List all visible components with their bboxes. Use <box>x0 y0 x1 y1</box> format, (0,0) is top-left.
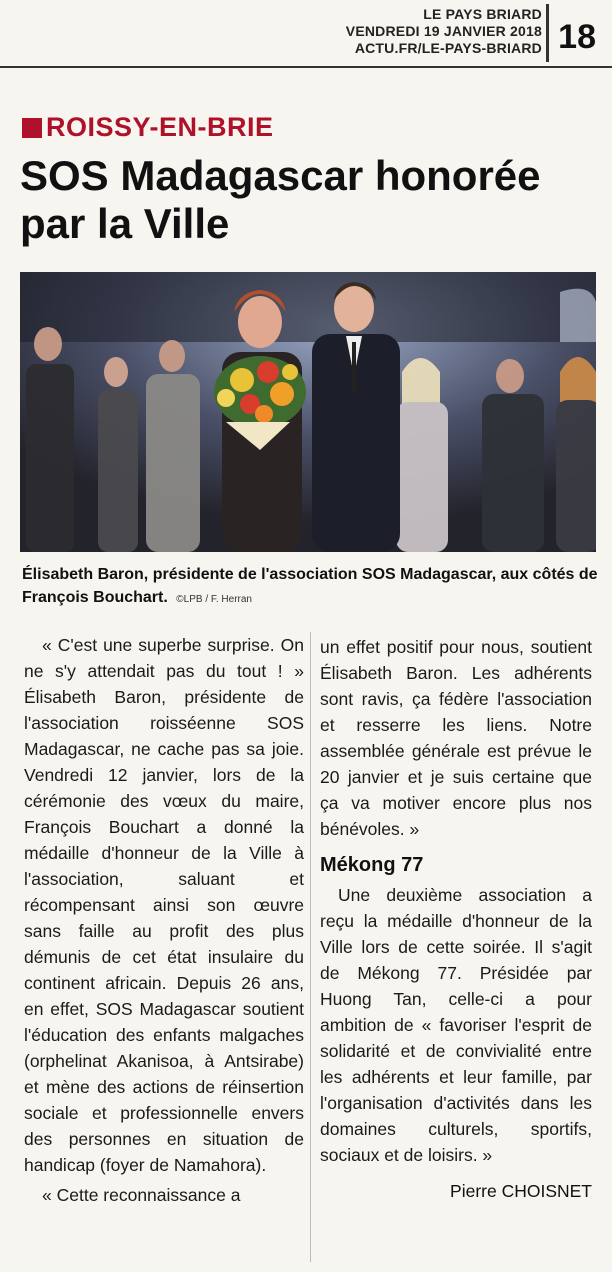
article-paragraph-2-start: « Cette reconnaissance a <box>42 1185 241 1205</box>
header-divider <box>546 4 549 62</box>
article-column-left <box>24 632 304 1208</box>
subheading: Mékong 77 <box>320 854 424 876</box>
kicker-label: ROISSY-EN-BRIE <box>46 112 274 142</box>
author-signature: Pierre CHOISNET <box>450 1181 592 1201</box>
ceremony-photo-illustration <box>20 272 596 552</box>
section-kicker <box>22 112 274 143</box>
photo-credit: ©LPB / F. Herran <box>176 594 252 605</box>
kicker-square-icon <box>22 118 42 138</box>
masthead <box>346 6 542 57</box>
article-paragraph-1: « C'est une superbe surprise. On ne s'y attendait pas du tout ! » Élisabeth Baron, présidente de l'association roisséenne SOS Madagascar, ne cache pas sa joie. Vendredi 12 janvier, lors de la cérémonie des vœux du maire, François Bouchart a donné la médaille d'honneur de la Ville à l'association, saluant et récompensant ainsi son œuvre sans faille au profit des plus démunis de cet état insulaire du continent africain. Depuis 26 ans, en effet, SOS Madagascar soutient l'éducation des enfants malgaches (orphelinat Akanisoa, à Antsirabe) et mène des actions de réinsertion sociale et professionnelle envers des personnes en situation de handicap (foyer de Namahora). <box>24 635 304 1175</box>
page-header <box>0 0 612 68</box>
caption-text: Élisabeth Baron, présidente de l'association SOS Madagascar, aux côtés de François Bouchart. <box>22 566 598 606</box>
article-photo <box>20 272 596 552</box>
article-paragraph-3: Une deuxième association a reçu la médaille d'honneur de la Ville lors de cette soirée. Il s'agit de Mékong 77. Présidée par Huong Tan, celle-ci a pour ambition de « favoriser l'esprit de solidarité et de convivialité entre les adhérents et leur famille, par l'organisation d'activités dans les domaines culturels, sportifs, sociaux et de loisirs. » <box>320 885 592 1165</box>
article-column-right <box>320 634 592 1204</box>
publication-name: LE PAYS BRIARD <box>423 6 542 22</box>
article-paragraph-2-end: un effet positif pour nous, soutient Élisabeth Baron. Les adhérents sont ravis, ça fédère l'association et resserre les liens. Notre assemblée générale est prévue le 20 janvier et je suis certaine que ça va motiver encore plus nos bénévoles. » <box>320 637 592 839</box>
article-title: SOS Madagascar honorée par la Ville <box>20 152 541 247</box>
column-divider <box>310 632 311 1262</box>
publication-date: VENDREDI 19 JANVIER 2018 <box>345 23 542 39</box>
publication-website: ACTU.FR/LE-PAYS-BRIARD <box>354 40 542 56</box>
page-number: 18 <box>558 18 596 56</box>
photo-caption <box>22 563 602 611</box>
